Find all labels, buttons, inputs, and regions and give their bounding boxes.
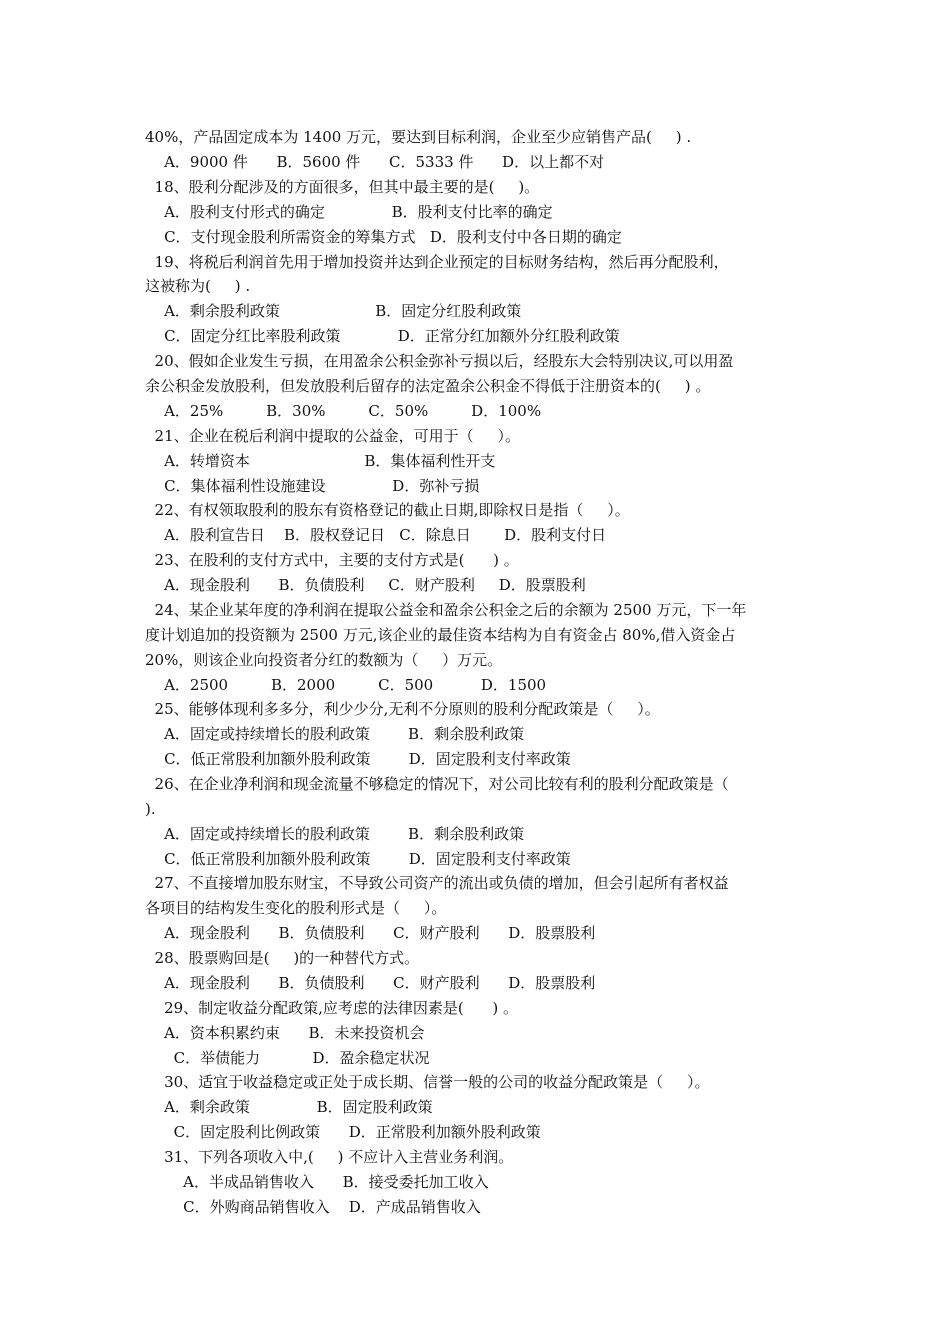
text-line: 19、将税后利润首先用于增加投资并达到企业预定的目标财务结构，然后再分配股利， (145, 253, 729, 271)
text-line: 27、不直接增加股东财宝，不导致公司资产的流出或负债的增加，但会引起所有者权益 (145, 874, 729, 892)
text-line: A．半成品销售收入 B．接受委托加工收入 (145, 1173, 489, 1191)
text-line: C．集体福利性设施建设 D．弥补亏损 (145, 477, 480, 495)
text-line: 度计划追加的投资额为 2500 万元,该企业的最佳资本结构为自有资金占 80%,借入资金占 (145, 626, 736, 644)
text-line: A．固定或持续增长的股利政策 B．剩余股利政策 (145, 725, 525, 743)
text-line: A．2500 B．2000 C．500 D．1500 (145, 676, 547, 694)
text-line: C．支付现金股利所需资金的筹集方式 D．股利支付中各日期的确定 (145, 228, 622, 246)
text-line: 22、有权领取股利的股东有资格登记的截止日期,即除权日是指（ ）。 (145, 501, 630, 519)
text-line: 余公积金发放股利，但发放股利后留存的法定盈余公积金不得低于注册资本的( ) 。 (145, 377, 711, 395)
text-line: 21、企业在税后利润中提取的公益金，可用于（ ）。 (145, 427, 520, 445)
text-line: ). (145, 800, 156, 818)
text-line: A．剩余股利政策 B．固定分红股利政策 (145, 302, 522, 320)
text-line: C．外购商品销售收入 D．产成品销售收入 (145, 1198, 481, 1216)
text-line: 31、下列各项收入中,( ) 不应计入主营业务利润。 (145, 1148, 514, 1166)
text-line: A．剩余政策 B．固定股利政策 (145, 1098, 433, 1116)
text-line: C．固定分红比率股利政策 D．正常分红加额外分红股利政策 (145, 327, 620, 345)
text-line: A．现金股利 B．负债股利 C．财产股利 D．股票股利 (145, 924, 596, 942)
text-line: 18、股利分配涉及的方面很多，但其中最主要的是( )。 (145, 178, 540, 196)
text-line: 23、在股利的支付方式中，主要的支付方式是( ) 。 (145, 551, 519, 569)
text-line: C．举债能力 D．盈余稳定状况 (145, 1049, 430, 1067)
text-line: 24、某企业某年度的净利润在提取公益金和盈余公积金之后的余额为 2500 万元，下一年 (145, 601, 747, 619)
text-line: A．25% B．30% C．50% D．100% (145, 402, 542, 420)
text-line: 20%，则该企业向投资者分红的数额为（ ）万元。 (145, 651, 503, 669)
text-line: A．股利宣告日 B．股权登记日 C．除息日 D．股利支付日 (145, 526, 607, 544)
text-line: 40%，产品固定成本为 1400 万元，要达到目标利润，企业至少应销售产品( ) . (145, 128, 692, 146)
text-line: 26、在企业净利润和现金流量不够稳定的情况下，对公司比较有利的股利分配政策是（ (145, 775, 729, 793)
text-line: 这被称为( ) . (145, 277, 251, 295)
text-line: A．股利支付形式的确定 B．股利支付比率的确定 (145, 203, 553, 221)
text-line: A．固定或持续增长的股利政策 B．剩余股利政策 (145, 825, 525, 843)
text-line: A．现金股利 B．负债股利 C．财产股利 D．股票股利 (145, 974, 596, 992)
text-line: A．资本积累约束 B．未来投资机会 (145, 1024, 425, 1042)
text-line: 20、假如企业发生亏损，在用盈余公积金弥补亏损以后，经股东大会特别决议,可以用盈 (145, 352, 734, 370)
text-line: C．固定股利比例政策 D．正常股利加额外股利政策 (145, 1123, 541, 1141)
text-line: 30、适宜于收益稳定或正处于成长期、信誉一般的公司的收益分配政策是（ ）。 (145, 1073, 710, 1091)
text-line: C．低正常股利加额外股利政策 D．固定股利支付率政策 (145, 750, 571, 768)
text-line: A．9000 件 B．5600 件 C．5333 件 D．以上都不对 (145, 153, 605, 171)
text-line: 25、能够体现利多多分，利少少分,无利不分原则的股利分配政策是（ ）。 (145, 700, 660, 718)
text-line: 29、制定收益分配政策,应考虑的法律因素是( ) 。 (145, 999, 519, 1017)
text-line: C．低正常股利加额外股利政策 D．固定股利支付率政策 (145, 850, 571, 868)
text-line: A．转增资本 B．集体福利性开支 (145, 452, 496, 470)
text-line: 各项目的结构发生变化的股利形式是（ ）。 (145, 899, 447, 917)
text-line: 28、股票购回是( )的一种替代方式。 (145, 949, 420, 967)
text-line: A．现金股利 B．负债股利 C．财产股利 D．股票股利 (145, 576, 586, 594)
